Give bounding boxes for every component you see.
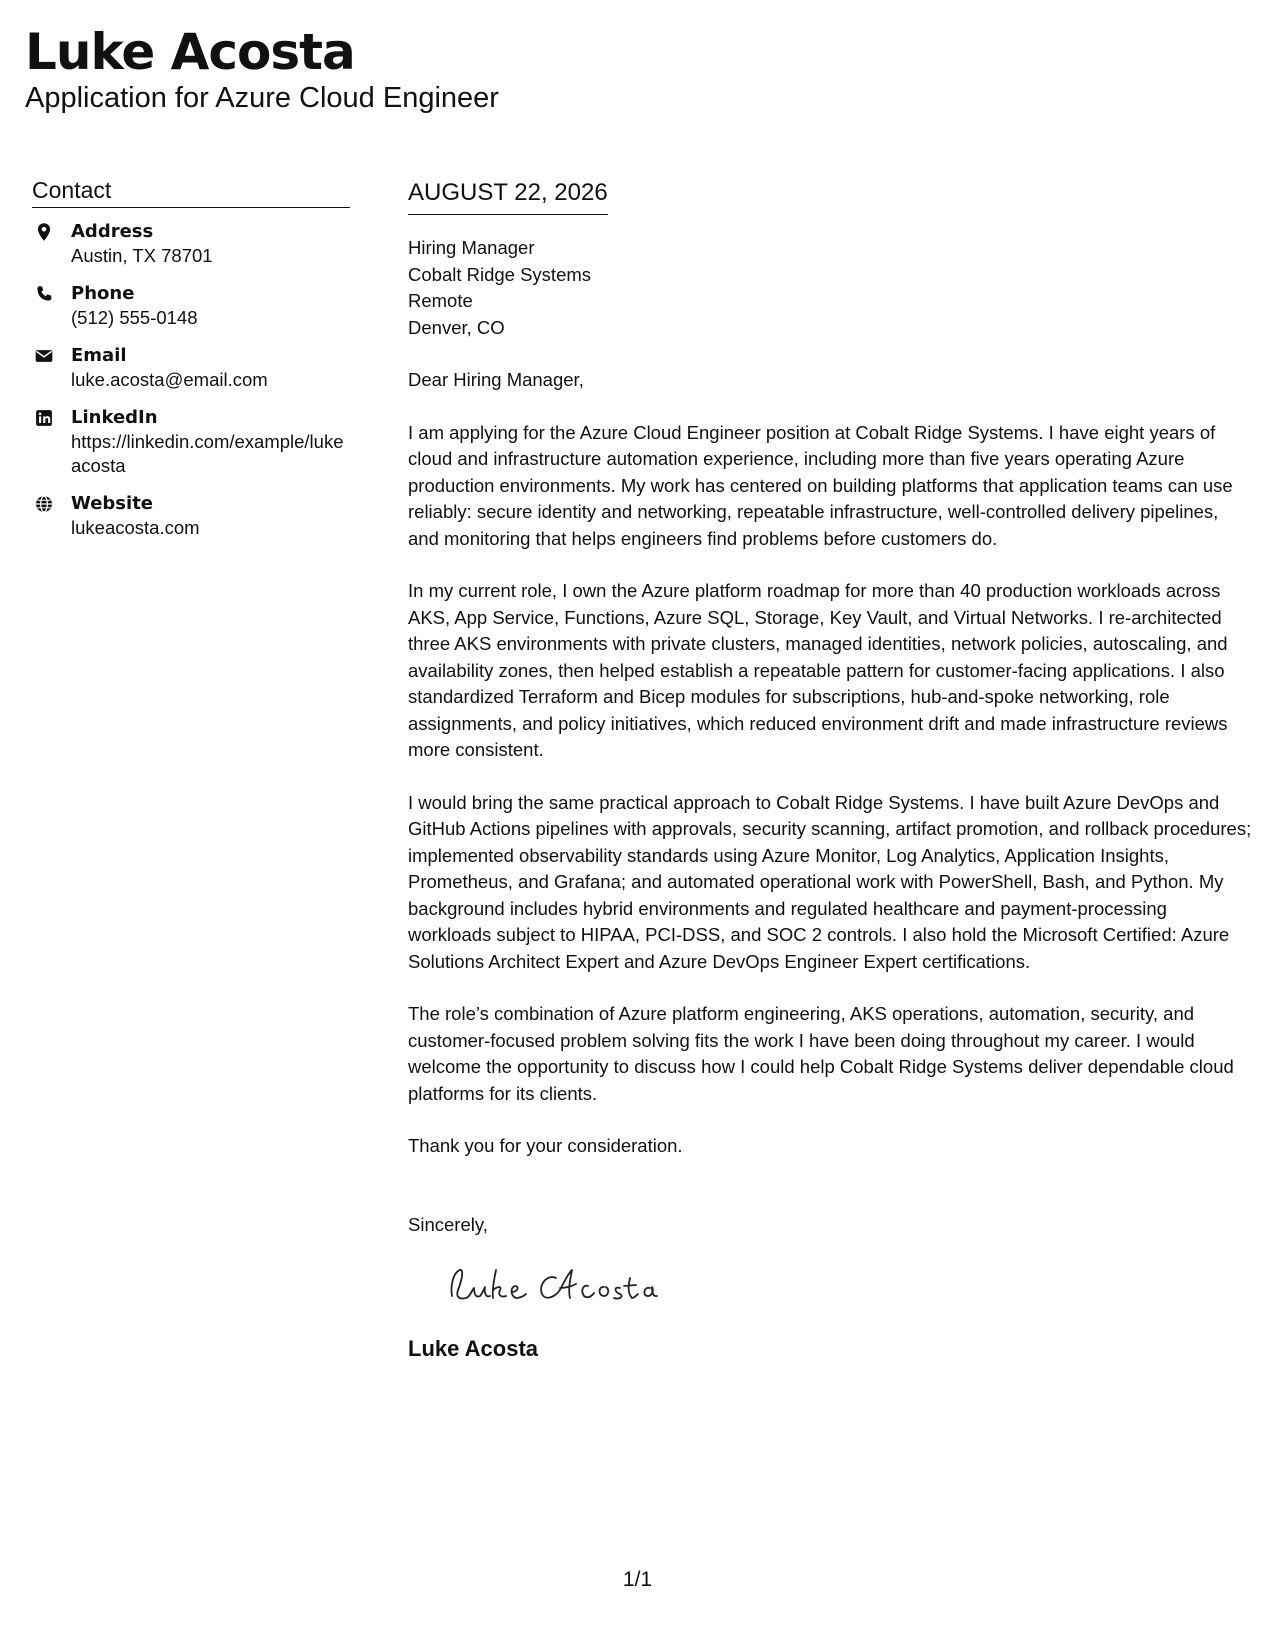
contact-value: Austin, TX 78701 [71,245,213,266]
body-paragraph: I am applying for the Azure Cloud Engineer position at Cobalt Ridge Systems. I have eight years of cloud and infrastructure automation experience, including more than five years operating Azure production environments. My work has centered on building platforms that application teams can use reliably: secure identity and networking, repeatable infrastructure, well-controlled delivery pipelines, and monitoring that helps engineers find problems before customers do. [408,421,1233,549]
recipient-block [408,235,1253,341]
letter-date: AUGUST 22, 2026 [408,179,608,206]
globe-icon [34,494,54,514]
recipient-line: Denver, CO [408,316,505,338]
salutation: Dear Hiring Manager, [408,369,584,390]
letter-header [25,24,499,116]
contact-value: https://linkedin.com/example/lukeacosta [71,431,344,476]
contact-linkedin [32,406,350,478]
contact-phone [32,282,350,330]
map-pin-icon [34,222,54,242]
contact-label: LinkedIn [71,407,158,428]
contact-value: luke.acosta@email.com [71,369,268,390]
closing: Sincerely, [408,1213,488,1235]
handwritten-signature [438,1256,658,1312]
thank-you-line: Thank you for your consideration. [408,1135,683,1156]
contact-value: (512) 555-0148 [71,307,198,328]
recipient-line: Hiring Manager [408,237,535,258]
envelope-icon [34,346,54,366]
linkedin-icon [34,408,54,428]
recipient-line: Remote [408,290,473,311]
contact-label: Phone [71,283,135,304]
page-number: 1/1 [622,1568,653,1591]
body-paragraph: In my current role, I own the Azure platform roadmap for more than 40 production workloads across AKS, App Service, Functions, Azure SQL, Storage, Key Vault, and Virtual Networks. I re-architected three AKS environments with private clusters, managed identities, network policies, autoscaling, and availability zones, then helped establish a repeatable pattern for customer-facing applications. I also standardized Terraform and Bicep modules for subscriptions, hub-and-spoke networking, role assignments, and policy initiatives, which reduced environment drift and made infrastructure reviews more consistent. [408,580,1228,760]
date-block [408,178,608,215]
contact-label: Website [71,493,154,514]
application-subtitle: Application for Azure Cloud Engineer [25,82,499,114]
applicant-name: Luke Acosta [25,23,355,81]
contact-heading: Contact [32,176,350,208]
body-paragraph: I would bring the same practical approach to Cobalt Ridge Systems. I have built Azure DevOps and GitHub Actions pipelines with approvals, security scanning, artifact promotion, and rollback procedures; implemented observability standards using Azure Monitor, Log Analytics, Application Insights, Prometheus, and Grafana; and automated operational work with PowerShell, Bash, and Python. My background includes hybrid environments and regulated healthcare and payment-processing workloads subject to HIPAA, PCI-DSS, and SOC 2 controls. I also hold the Microsoft Certified: Azure Solutions Architect Expert and Azure DevOps Engineer Expert certifications. [408,791,1252,972]
signed-name: Luke Acosta [408,1336,539,1361]
contact-label: Email [71,345,127,366]
contact-value: lukeacosta.com [71,517,200,538]
contact-label: Address [71,221,154,242]
body-paragraph: The role’s combination of Azure platform engineering, AKS operations, automation, security, and customer-focused problem solving fits the work I have been doing throughout my career. I would welcome the opportunity to discuss how I could help Cobalt Ridge Systems deliver dependable cloud platforms for its clients. [408,1003,1234,1104]
contact-website [32,492,350,540]
recipient-line: Cobalt Ridge Systems [408,263,592,285]
contact-sidebar [32,176,350,554]
letter-body [408,178,1253,1363]
contact-address [32,220,350,268]
phone-icon [34,284,54,304]
contact-email [32,344,350,392]
